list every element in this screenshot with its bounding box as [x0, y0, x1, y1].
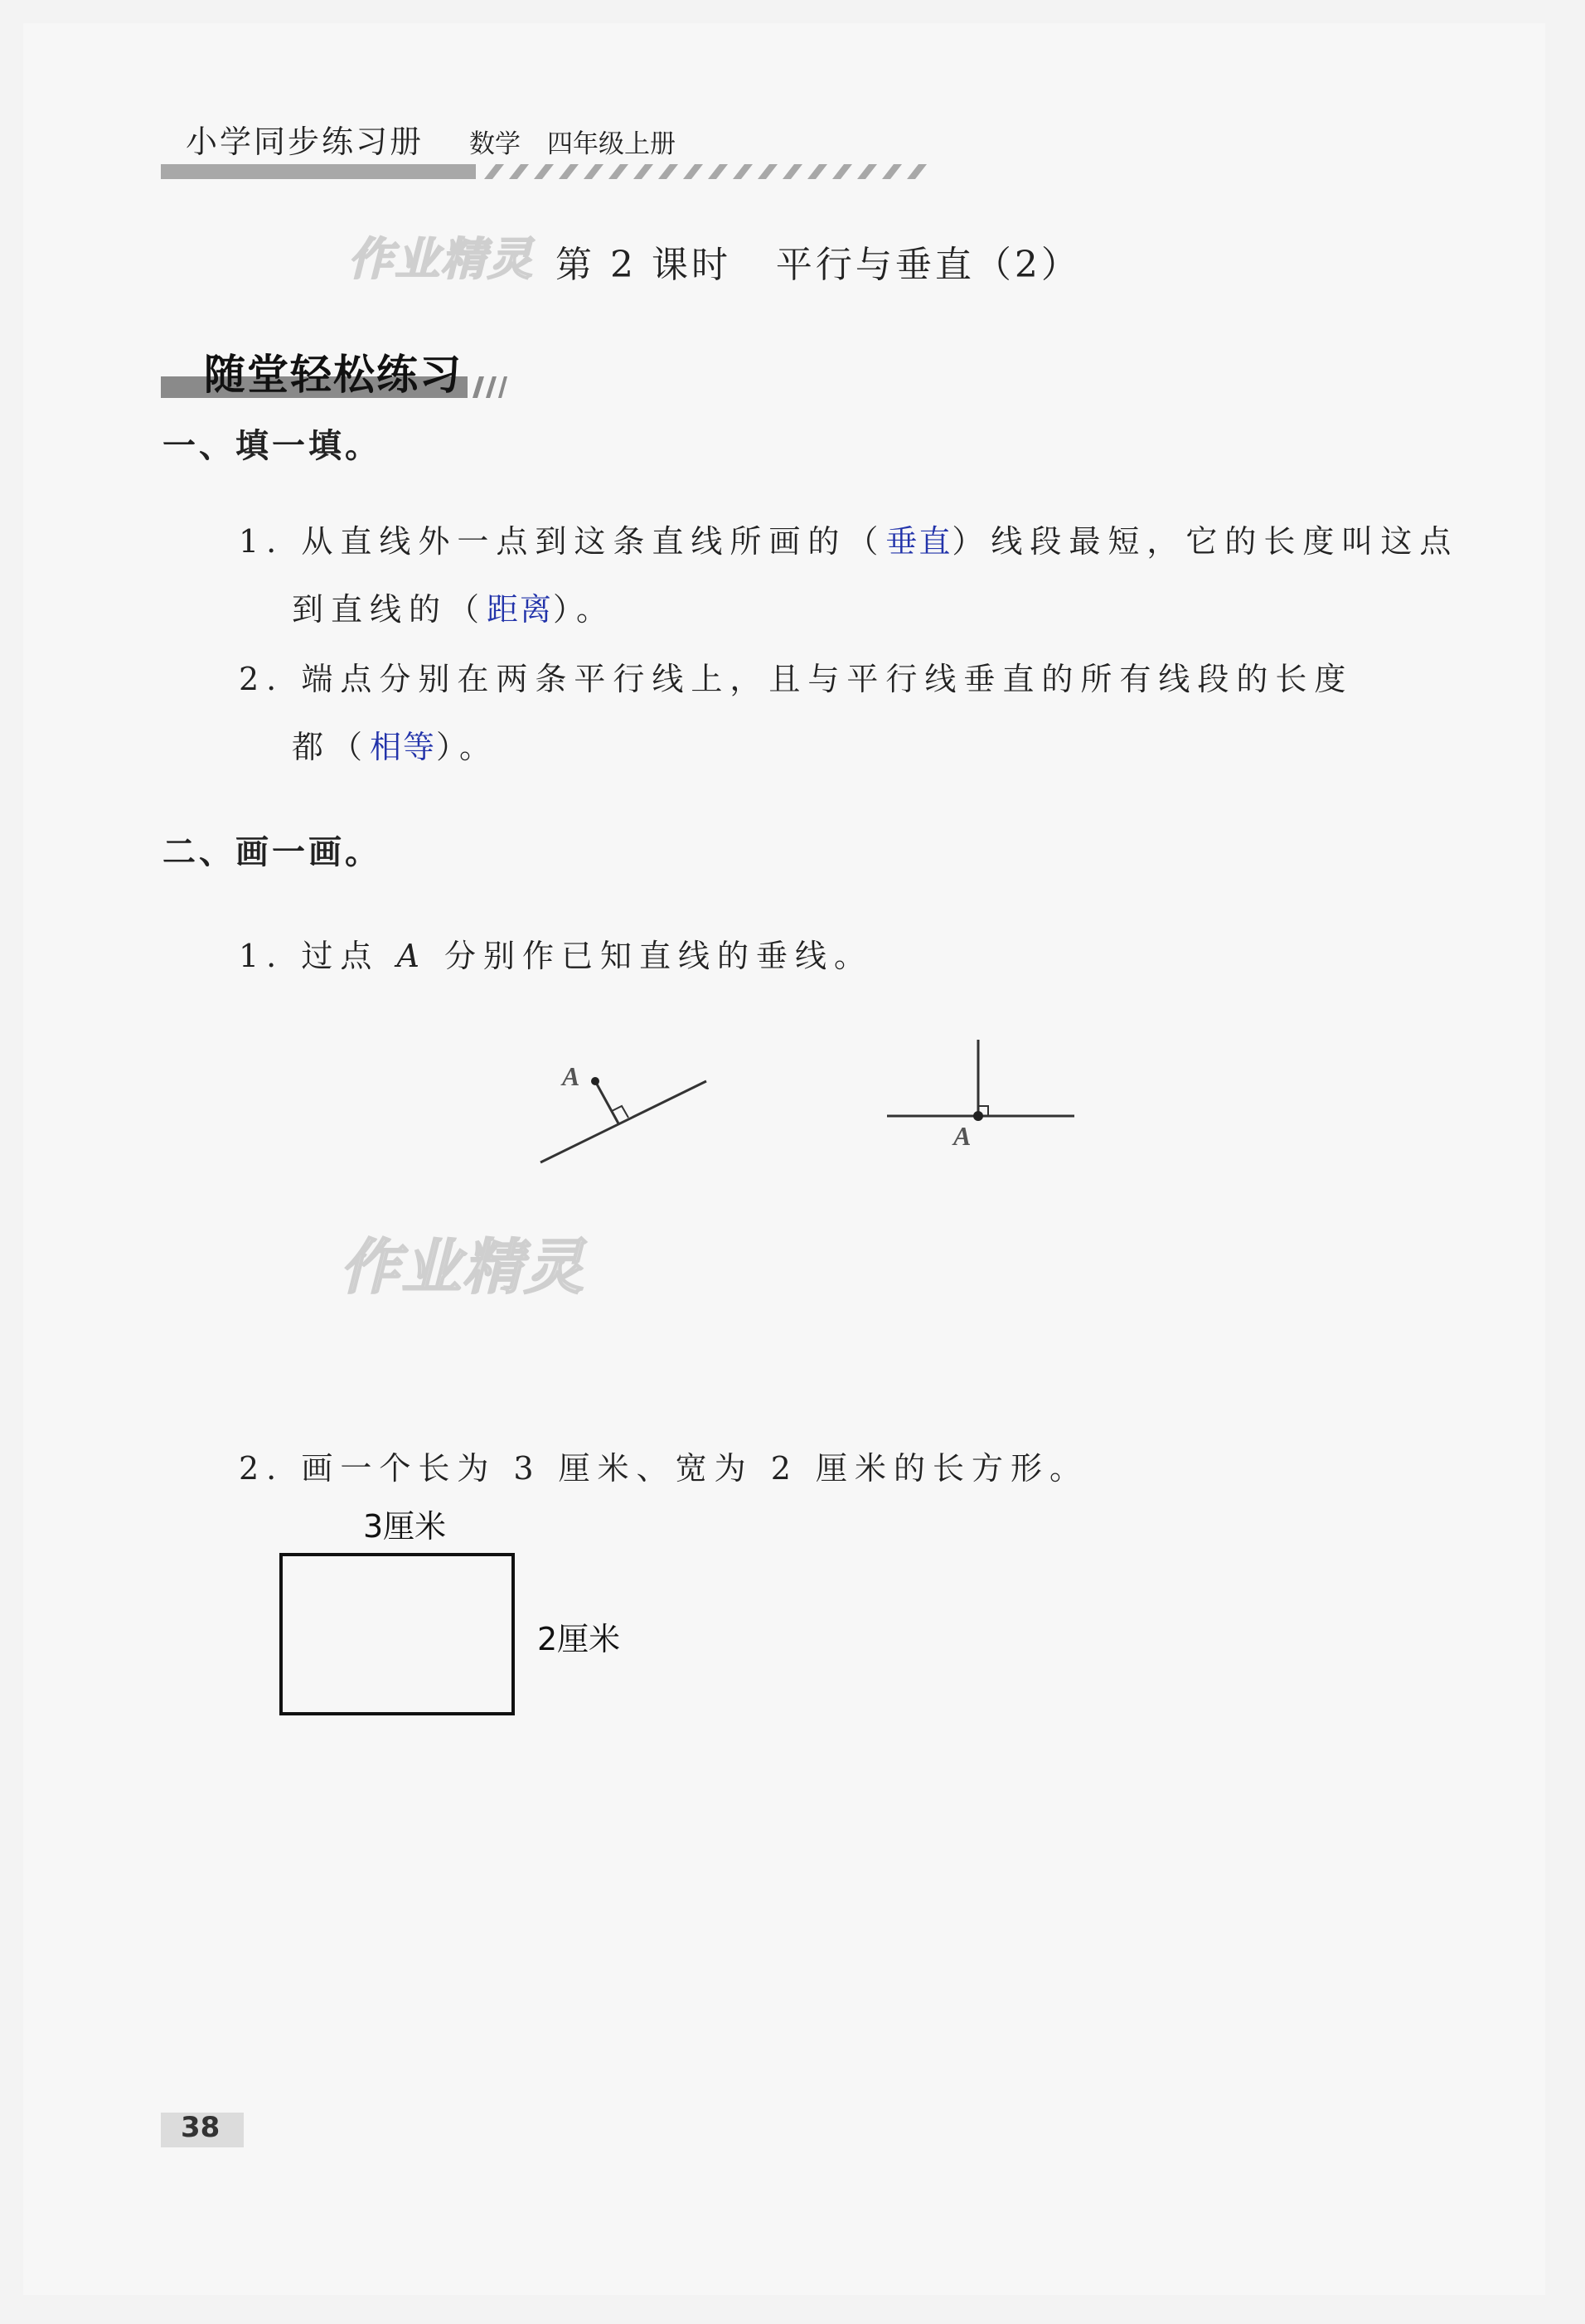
point-a-label-right: A [953, 1121, 972, 1151]
rectangle-drawing [279, 1552, 519, 1718]
q2-line2-before: 都（ [292, 729, 371, 765]
point-a-label-left: A [562, 1061, 580, 1091]
header-underline-bar [161, 164, 932, 179]
grade-label: 四年级上册 [547, 129, 676, 159]
q1-text-before: 1. 从直线外一点到这条直线所画的（ [239, 523, 886, 560]
q1-text-after: ）线段最短，它的长度叫这点 [952, 523, 1459, 560]
lesson-title: 第 2 课时 平行与垂直（2） [555, 244, 1081, 286]
page-number: 38 [181, 2111, 221, 2144]
part1-heading: 一、填一填。 [162, 426, 381, 465]
part2-q1-before: 1. 过点 [239, 938, 380, 974]
rect-width-label: 2厘米 [537, 1621, 621, 1657]
q2-line2-after: ）。 [436, 729, 499, 765]
rect-length-label: 3厘米 [363, 1508, 447, 1545]
part2-q1-point: A [396, 938, 427, 974]
q1-answer-2: 距离 [487, 591, 554, 628]
section-banner-title: 随堂轻松练习 [204, 351, 463, 399]
q1-line2-before: 到直线的（ [292, 591, 487, 628]
figure-slanted-line [531, 1036, 721, 1177]
figure-horizontal-line [879, 1036, 1086, 1136]
part2-q1 [239, 930, 873, 976]
part1-q1-line1 [239, 516, 1458, 561]
watermark-top: 作业精灵 [348, 233, 534, 285]
book-title: 小学同步练习册 [186, 124, 424, 160]
q1-answer-1: 垂直 [885, 523, 952, 560]
q2-answer: 相等 [370, 729, 437, 765]
watermark-middle: 作业精灵 [340, 1232, 586, 1302]
part2-q1-after: 分别作已知直线的垂线。 [444, 938, 873, 974]
part2-heading: 二、画一画。 [162, 832, 381, 871]
part1-q1-line2 [292, 584, 615, 629]
q1-line2-after: ）。 [553, 591, 616, 628]
subject-label: 数学 [469, 129, 521, 159]
part2-q2: 2. 画一个长为 3 厘米、宽为 2 厘米的长方形。 [239, 1450, 1089, 1487]
part1-q2-line2 [292, 721, 498, 767]
part1-q2-line1: 2. 端点分别在两条平行线上，且与平行线垂直的所有线段的长度 [239, 661, 1354, 697]
